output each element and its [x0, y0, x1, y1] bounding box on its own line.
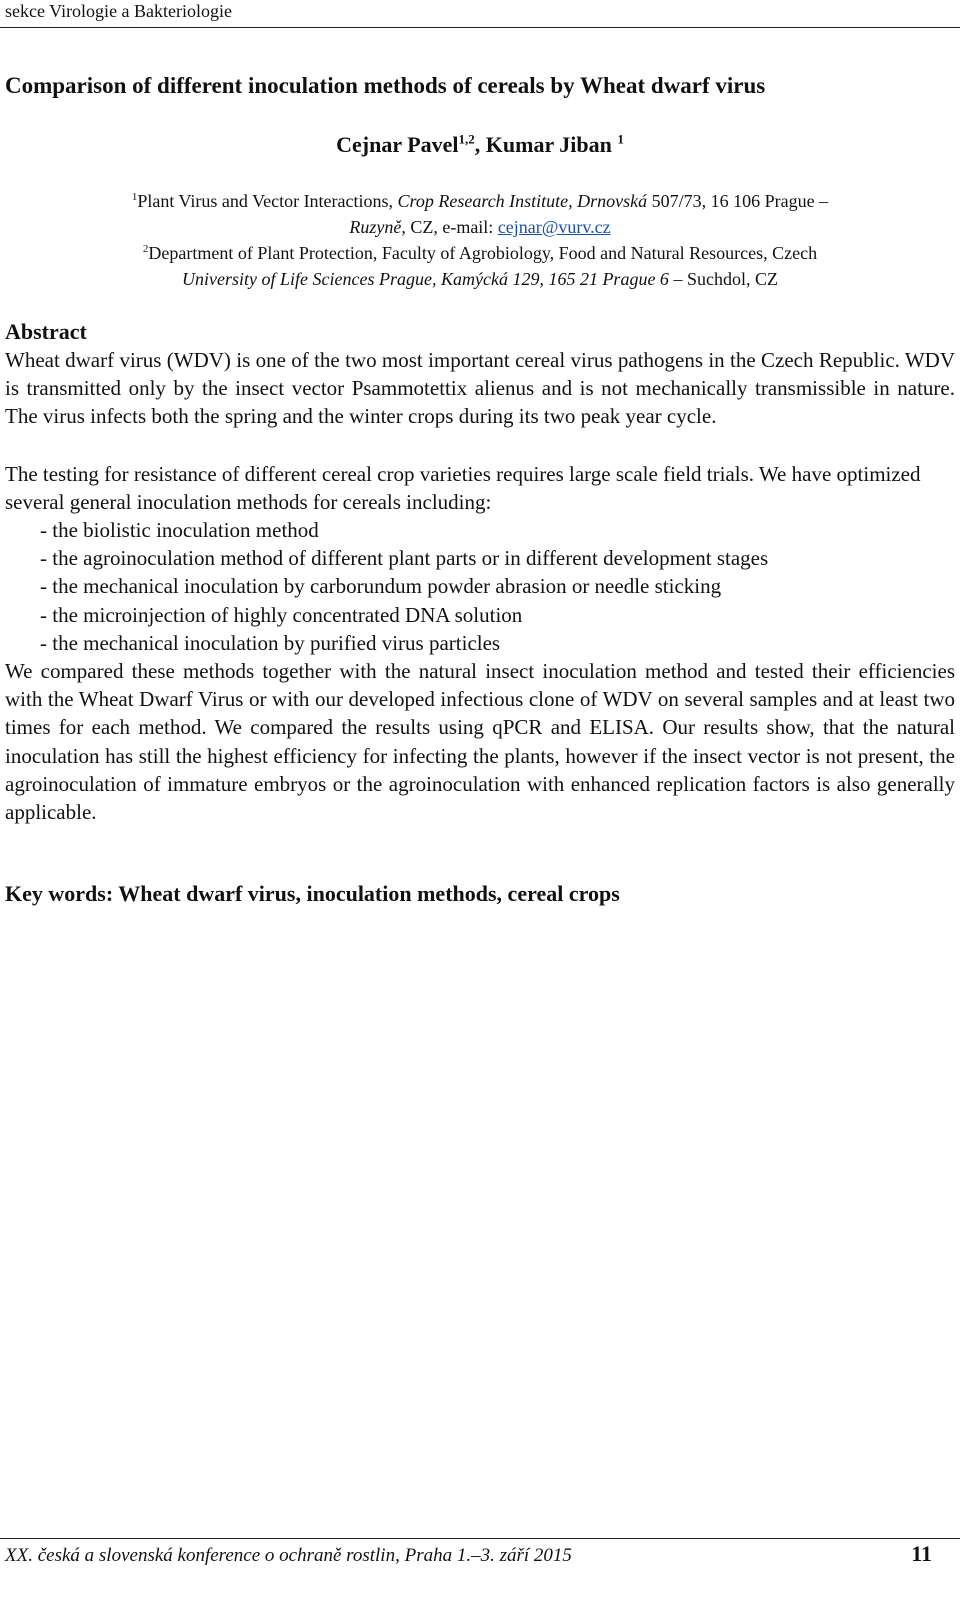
affiliation-district: Ruzyně: [349, 217, 402, 237]
affiliation-mark: 1: [131, 191, 138, 203]
list-item: - the microinjection of highly concentrated DNA solution: [40, 602, 523, 627]
header-rule: [0, 27, 960, 28]
author-affiliation-mark: 1: [617, 131, 624, 147]
affiliation-address: 507/73, 16 106 Prague –: [647, 191, 829, 211]
affiliation-text: Plant Virus and Vector Interactions,: [137, 191, 398, 211]
author-name: Cejnar Pavel: [336, 132, 459, 157]
affiliation-text: Department of Plant Protection, Faculty of Agrobiology, Food and Natural Resources, Czech: [148, 243, 818, 263]
affiliation-country: , CZ, e-mail:: [401, 217, 498, 237]
list-item: - the mechanical inoculation by purified virus particles: [40, 630, 501, 655]
abstract-paragraph: Wheat dwarf virus (WDV) is one of the two most important cereal virus pathogens in the Czech Republic. WDV is transmitted only by the insect vector Psammotettix alienus and is not mechanically transmissible in nature. The virus infects both the spring and the winter crops during its two peak year cycle.: [5, 348, 955, 429]
author-affiliation-mark: 1,2: [458, 131, 475, 147]
affiliation-2: [20, 240, 940, 292]
footer-conference: XX. česká a slovenská konference o ochraně rostlin, Praha 1.–3. září 2015: [5, 1545, 572, 1566]
abstract-paragraph: We compared these methods together with the natural insect inoculation method and tested their efficiencies with the Wheat Dwarf Virus or with our developed infectious clone of WDV on several samples and at least two times for each method. We compared the results using qPCR and ELISA. Our results show, that the natural inoculation has still the highest efficiency for infecting the plants, however if the insect vector is not present, the agroinoculation of immature embryos or the agroinoculation with enhanced replication factors is also generally applicable.: [5, 659, 955, 825]
list-item: - the agroinoculation method of different plant parts or in different development stages: [40, 546, 769, 571]
author-line: [0, 131, 960, 159]
paper-title: Comparison of different inoculation methods of cereals by Wheat dwarf virus: [5, 73, 766, 98]
abstract-paragraph: The testing for resistance of different cereal crop varieties requires large scale field trials. We have optimized several general inoculation methods for cereals including:: [5, 462, 921, 515]
affiliation-country: – Suchdol, CZ: [668, 269, 778, 289]
keywords: Key words: Wheat dwarf virus, inoculation methods, cereal crops: [5, 881, 620, 906]
abstract-heading: Abstract: [5, 319, 87, 344]
list-item: - the mechanical inoculation by carborundum powder abrasion or needle sticking: [40, 574, 722, 599]
method-list: [40, 516, 768, 657]
author-name: Kumar Jiban: [485, 132, 612, 157]
affiliation-1: [20, 188, 940, 240]
author-separator: ,: [474, 132, 486, 157]
affiliation-institute: Crop Research Institute, Drnovská: [397, 191, 648, 211]
affiliation-mark: 2: [142, 243, 149, 255]
list-item: - the biolistic inoculation method: [40, 518, 319, 542]
affiliation-institute: University of Life Sciences Prague, Kamýcká 129, 165 21 Prague 6: [182, 269, 669, 289]
footer-rule: [0, 1538, 960, 1539]
running-header: sekce Virologie a Bakteriologie: [5, 1, 233, 21]
page-number: 11: [911, 1541, 932, 1566]
email-link[interactable]: cejnar@vurv.cz: [497, 217, 611, 237]
